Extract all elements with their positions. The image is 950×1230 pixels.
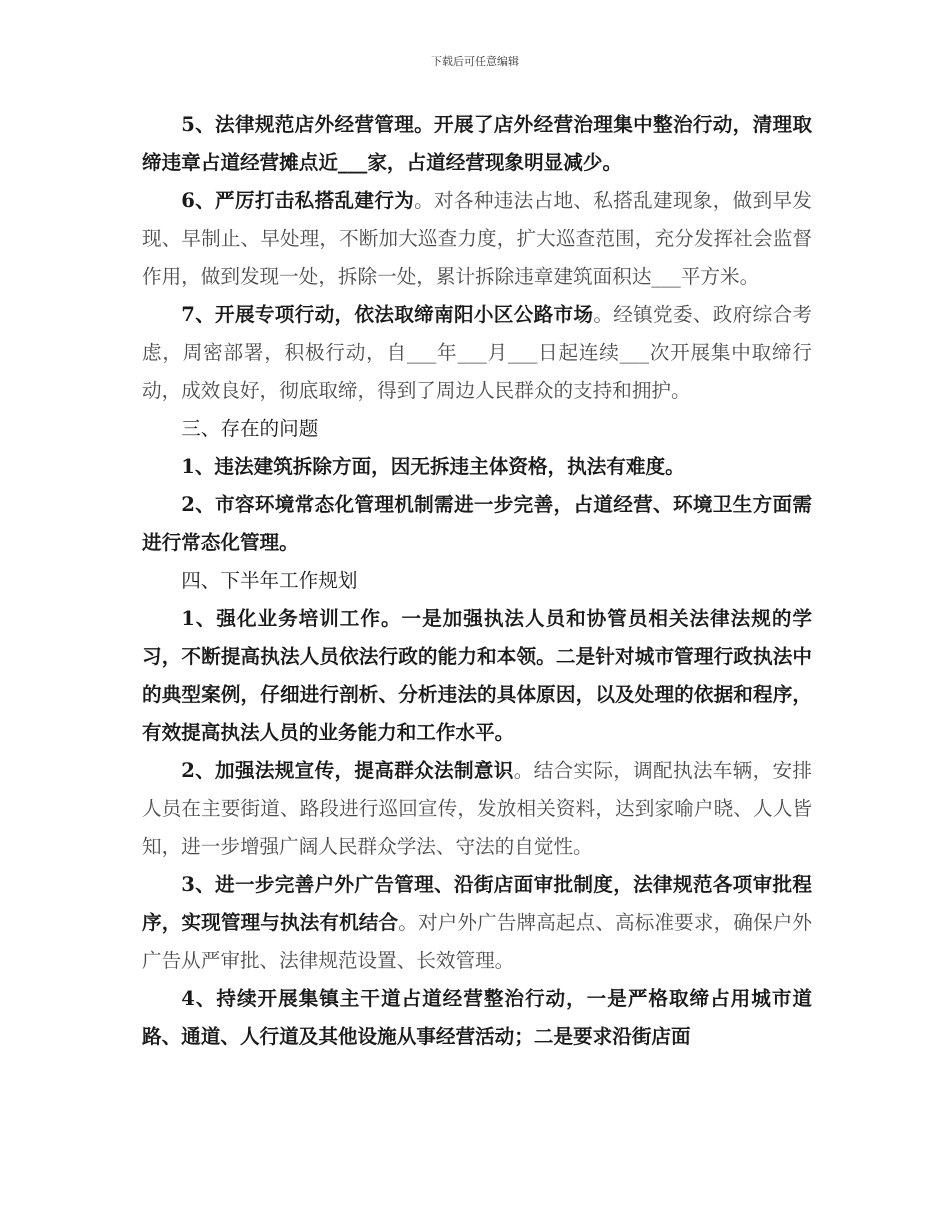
paragraph-item-5: 5、法律规范店外经营管理。开展了店外经营治理集中整治行动，清理取缔违章占道经营摊点近___家，占道经营现象明显减少。 <box>142 113 812 174</box>
problem-item-2: 2、市容环境常态化管理机制需进一步完善，占道经营、环境卫生方面需进行常态化管理。 <box>142 493 812 554</box>
document-body <box>142 106 812 1056</box>
plan-item-2: 2、加强法规宣传，提高群众法制意识。结合实际，调配执法车辆，安排人员在主要街道、路段进行巡回宣传，发放相关资料，达到家喻户晓、人人皆知，进一步增强广阔人民群众学法、守法的自觉性。 <box>142 759 813 858</box>
page-header: 下载后可任意编辑 <box>431 55 519 68</box>
section-heading-plan: 四、下半年工作规划 <box>181 569 358 592</box>
paragraph-item-6: 6、严厉打击私搭乱建行为。对各种违法占地、私搭乱建现象，做到早发现、早制止、早处理，不断加大巡查力度，扩大巡查范围，充分发挥社会监督作用，做到发现一处，拆除一处，累计拆除违章建筑面积达___平方米。 <box>142 189 813 288</box>
plan-item-4: 4、持续开展集镇主干道占道经营整治行动，一是严格取缔占用城市道路、通道、人行道及其他设施从事经营活动；二是要求沿街店面 <box>142 987 812 1048</box>
section-heading-problems: 三、存在的问题 <box>181 417 319 440</box>
plan-item-1: 1、强化业务培训工作。一是加强执法人员和协管员相关法律法规的学习，不断提高执法人员依法行政的能力和本领。二是针对城市管理行政执法中的典型案例，仔细进行剖析、分析违法的具体原因，以及处理的依据和程序，有效提高执法人员的业务能力和工作水平。 <box>142 607 812 744</box>
problem-item-1: 1、违法建筑拆除方面，因无拆违主体资格，执法有难度。 <box>181 455 685 478</box>
paragraph-item-7: 7、开展专项行动，依法取缔南阳小区公路市场。经镇党委、政府综合考虑，周密部署，积极行动，自___年___月___日起连续___次开展集中取缔行动，成效良好，彻底取缔，得到了周边人民群众的支持和拥护。 <box>142 303 812 402</box>
plan-item-3: 3、进一步完善户外广告管理、沿街店面审批制度，法律规范各项审批程序，实现管理与执法有机结合。对户外广告牌高起点、高标准要求，确保户外广告从严审批、法律规范设置、长效管理。 <box>142 873 813 972</box>
